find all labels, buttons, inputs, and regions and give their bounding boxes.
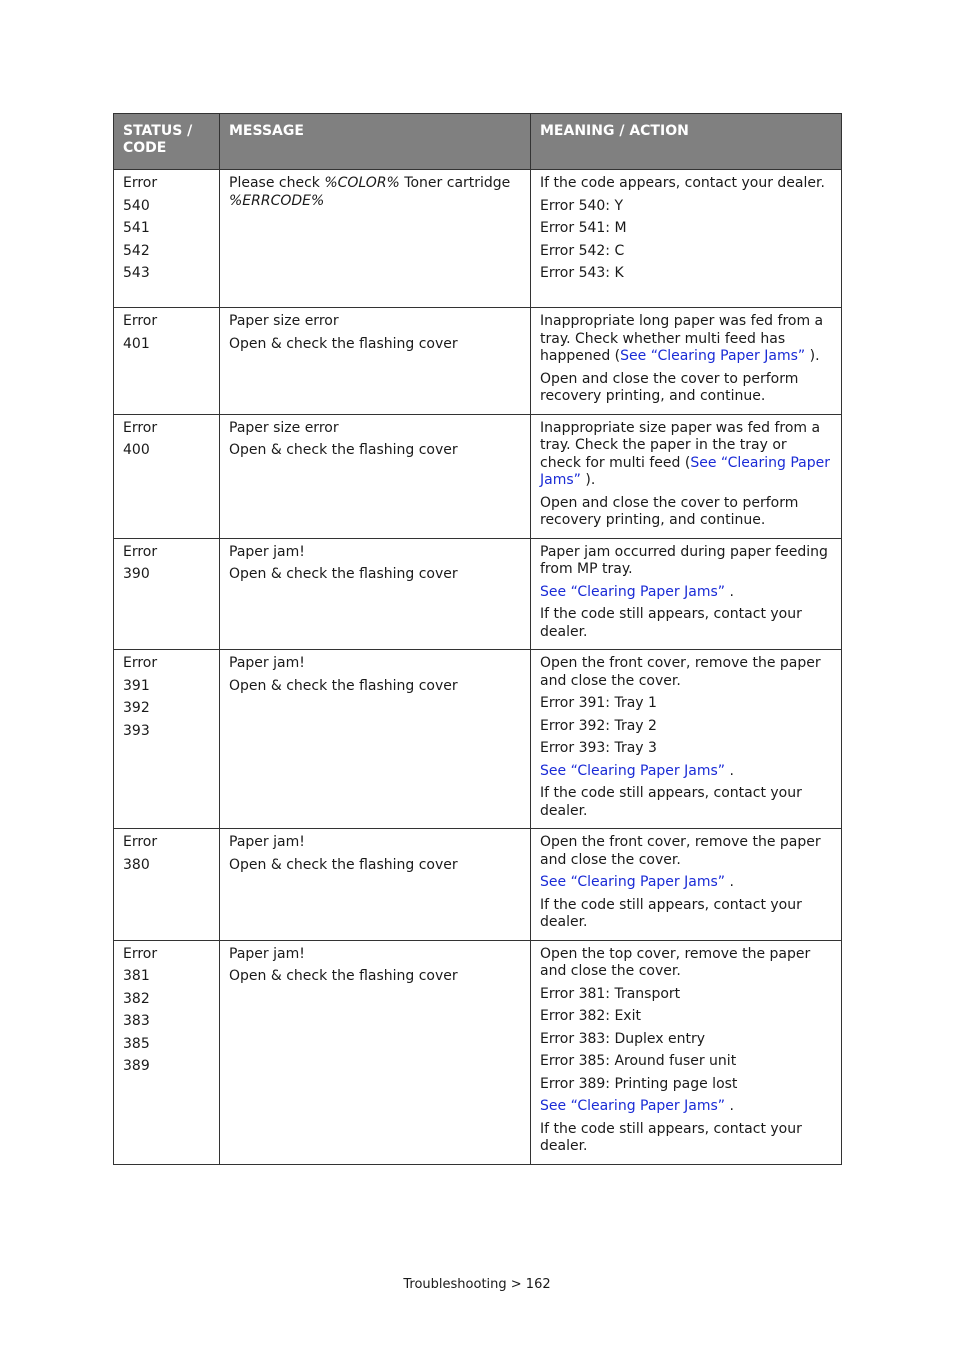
text-segment: %COLOR% (324, 175, 400, 191)
paragraph (229, 313, 521, 331)
error-code: 391 (123, 677, 150, 694)
text-segment: Open the top cover, remove the paper and close the cover. (540, 945, 811, 979)
paragraph (540, 1121, 832, 1156)
text-segment: If the code still appears, contact your dealer. (540, 1120, 802, 1154)
error-code: 542 (123, 242, 150, 259)
table-row (114, 940, 842, 1164)
text-segment: Open & check the flashing cover (229, 677, 458, 694)
status-label: Error (123, 945, 158, 962)
text-segment: Paper size error (229, 419, 339, 436)
error-code: 401 (123, 335, 150, 352)
paragraph (540, 313, 832, 366)
text-segment: . (725, 762, 734, 779)
paragraph (229, 566, 521, 584)
text-segment: Paper jam occurred during paper feeding from MP tray. (540, 543, 828, 577)
paragraph (540, 874, 832, 892)
message-cell (220, 538, 531, 650)
paragraph (540, 785, 832, 820)
text-segment: . (725, 583, 734, 600)
paragraph (540, 834, 832, 869)
text-segment: Open & check the flashing cover (229, 968, 458, 984)
meaning-action-cell (531, 308, 842, 415)
text-segment: Paper jam! (229, 655, 305, 671)
text-segment: Inappropriate long paper was fed from a tray. Check whether multi feed has happened ( (540, 313, 824, 364)
message-cell (220, 170, 531, 308)
text-segment: %ERRCODE% (229, 192, 325, 209)
paragraph (540, 718, 832, 736)
paragraph (229, 678, 521, 696)
text-segment: Error 543: K (540, 265, 624, 281)
clearing-paper-jams-link[interactable]: See “Clearing Paper Jams” (540, 762, 726, 779)
paragraph (540, 946, 832, 981)
text-segment: If the code still appears, contact your dealer. (540, 785, 802, 819)
text-segment: Open and close the cover to perform recovery printing, and continue. (540, 370, 799, 404)
error-code: 385 (123, 1035, 150, 1052)
meaning-action-cell (531, 829, 842, 941)
error-code: 392 (123, 700, 150, 716)
paragraph (540, 1098, 832, 1116)
text-segment: ). (580, 472, 596, 488)
table-header-row (114, 114, 842, 170)
status-code-cell (114, 170, 220, 308)
text-segment: If the code still appears, contact your dealer. (540, 606, 802, 640)
text-segment: Error 541: M (540, 220, 627, 236)
error-code: 381 (123, 968, 150, 984)
clearing-paper-jams-link[interactable]: See “Clearing Paper Jams” (540, 454, 831, 488)
status-code-cell (114, 940, 220, 1164)
paragraph (540, 897, 832, 932)
text-segment: If the code still appears, contact your dealer. (540, 896, 802, 930)
paragraph (540, 655, 832, 690)
paragraph (229, 834, 521, 852)
text-segment: Open the front cover, remove the paper and close the cover. (540, 834, 821, 868)
message-cell (220, 940, 531, 1164)
error-code: 541 (123, 220, 150, 236)
paragraph (229, 442, 521, 460)
text-segment: Open and close the cover to perform recovery printing, and continue. (540, 494, 799, 528)
error-code: 389 (123, 1058, 150, 1074)
meaning-action-cell (531, 650, 842, 829)
header-status-code: STATUS / CODE (114, 114, 220, 170)
header-meaning-action: MEANING / ACTION (531, 114, 842, 170)
error-code: 543 (123, 265, 150, 281)
text-segment: Paper jam! (229, 834, 305, 850)
paragraph (540, 1031, 832, 1049)
paragraph (229, 968, 521, 986)
paragraph (540, 420, 832, 490)
paragraph (229, 175, 521, 210)
status-code-cell (114, 538, 220, 650)
text-segment: Paper jam! (229, 945, 305, 962)
status-label: Error (123, 655, 158, 671)
text-segment: Inappropriate size paper was fed from a tray. Check the paper in the tray or check for multi feed ( (540, 419, 821, 471)
paragraph (540, 243, 832, 261)
page-footer: Troubleshooting > 162 (403, 1277, 551, 1292)
text-segment: . (725, 1098, 734, 1114)
table-row (114, 308, 842, 415)
text-segment: Error 381: Transport (540, 985, 681, 1002)
table-row (114, 414, 842, 538)
message-cell (220, 308, 531, 415)
text-segment: Error 385: Around fuser unit (540, 1053, 737, 1069)
table-row (114, 650, 842, 829)
paragraph (540, 584, 832, 602)
paragraph (540, 986, 832, 1004)
text-segment: Open & check the flashing cover (229, 442, 458, 458)
status-label: Error (123, 313, 158, 329)
paragraph (540, 198, 832, 216)
message-cell (220, 829, 531, 941)
paragraph (229, 544, 521, 562)
error-code: 383 (123, 1013, 150, 1029)
text-segment: If the code appears, contact your dealer. (540, 175, 825, 191)
paragraph (229, 336, 521, 354)
error-code: 393 (123, 722, 150, 739)
paragraph (540, 1076, 832, 1094)
clearing-paper-jams-link[interactable]: See “Clearing Paper Jams” (540, 583, 726, 600)
message-cell (220, 414, 531, 538)
error-code: 400 (123, 442, 150, 458)
text-segment: Paper jam! (229, 543, 305, 560)
status-label: Error (123, 543, 158, 560)
table-body (114, 170, 842, 1165)
header-message: MESSAGE (220, 114, 531, 170)
table-row (114, 538, 842, 650)
error-code: 380 (123, 856, 150, 873)
paragraph (540, 695, 832, 713)
clearing-paper-jams-link[interactable]: See “Clearing Paper Jams” (540, 874, 726, 890)
text-segment: Error 542: C (540, 242, 625, 259)
error-code: 382 (123, 990, 150, 1007)
meaning-action-cell (531, 414, 842, 538)
status-label: Error (123, 419, 158, 436)
status-code-cell (114, 829, 220, 941)
text-segment: . (725, 874, 734, 890)
text-segment: Error 383: Duplex entry (540, 1030, 706, 1047)
table-row (114, 170, 842, 308)
paragraph (229, 420, 521, 438)
text-segment: Please check (229, 175, 325, 191)
meaning-action-cell (531, 940, 842, 1164)
paragraph (229, 946, 521, 964)
paragraph (540, 220, 832, 238)
text-segment: Error 392: Tray 2 (540, 717, 657, 734)
meaning-action-cell (531, 170, 842, 308)
paragraph (540, 544, 832, 579)
paragraph (540, 740, 832, 758)
text-segment: Open & check the flashing cover (229, 856, 458, 873)
status-label: Error (123, 175, 158, 191)
paragraph (540, 606, 832, 641)
text-segment: Error 391: Tray 1 (540, 695, 657, 711)
text-segment: ). (805, 348, 820, 364)
error-code-table (113, 113, 842, 1165)
status-code-cell (114, 414, 220, 538)
paragraph (540, 371, 832, 406)
paragraph (229, 857, 521, 875)
meaning-action-cell (531, 538, 842, 650)
status-label: Error (123, 834, 158, 850)
paragraph (540, 763, 832, 781)
text-segment: Error 540: Y (540, 197, 624, 214)
text-segment: Toner cartridge (399, 175, 511, 191)
table-row (114, 829, 842, 941)
text-segment: Open & check the flashing cover (229, 335, 458, 352)
error-code: 390 (123, 566, 150, 582)
paragraph (540, 1008, 832, 1026)
status-code-cell (114, 308, 220, 415)
paragraph (540, 175, 832, 193)
text-segment: Error 393: Tray 3 (540, 740, 657, 756)
message-cell (220, 650, 531, 829)
clearing-paper-jams-link[interactable]: See “Clearing Paper Jams” (620, 348, 806, 364)
text-segment: Paper size error (229, 313, 339, 329)
error-code: 540 (123, 197, 150, 214)
text-segment: Open the front cover, remove the paper and close the cover. (540, 655, 821, 689)
paragraph (540, 1053, 832, 1071)
paragraph (540, 265, 832, 283)
paragraph (540, 495, 832, 530)
text-segment: Open & check the flashing cover (229, 566, 458, 582)
status-code-cell (114, 650, 220, 829)
clearing-paper-jams-link[interactable]: See “Clearing Paper Jams” (540, 1098, 726, 1114)
text-segment: Error 382: Exit (540, 1008, 641, 1024)
text-segment: Error 389: Printing page lost (540, 1075, 738, 1092)
paragraph (229, 655, 521, 673)
